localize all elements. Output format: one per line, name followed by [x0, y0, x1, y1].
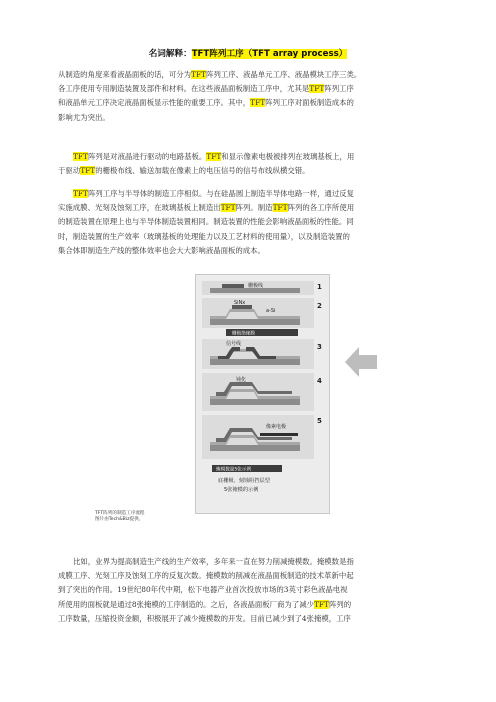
tft-highlight: TFT	[73, 189, 88, 198]
step-number: 3	[317, 343, 322, 351]
paragraph-3	[58, 187, 442, 258]
paragraph-line: TFT阵列是对液晶进行驱动的电路基板。TFT和显示像素电极被排列在玻璃基板上，用	[73, 152, 355, 161]
sinx-label: SiNx	[234, 300, 246, 306]
tft-highlight: TFT	[250, 98, 266, 108]
left-arrow-icon	[345, 347, 377, 377]
title-prefix: 名词解释：	[148, 49, 192, 59]
paragraph-line: 成膜工序、光刻工序及蚀刻工序的反复次数。掩模数的削减在液晶面板制造的技术革新中起	[58, 571, 354, 581]
paragraph-line: 工序数量，压缩投资金额，积极展开了减少掩模数的开发。目前已减少到了4张掩模，工序	[58, 613, 351, 623]
a-si-label: a-Si	[266, 308, 276, 314]
paragraph-line: 比如，业界为提高制造生产线的生产效率，多年来一直在努力削减掩模数。掩模数是指	[73, 557, 354, 566]
paragraph-line: 所使用的面板就是通过8张掩模的工序制造的。之后，各液晶面板厂商为了减少TFT阵列的	[58, 599, 352, 609]
pixel-electrode-label: 像素电极	[266, 424, 287, 430]
paragraph-line: 各工序使用专用制造装置及部件和材料。在这些液晶面板制造工序中，尤其是TFT阵列工序	[58, 84, 354, 94]
tft-highlight: TFT	[220, 203, 236, 213]
step-number: 4	[317, 377, 322, 385]
paragraph-line: 于驱动TFT的栅极布线、输送加载在像素上的电压信号的信号布线纵横交错。	[58, 166, 310, 176]
paragraph-line: 集合体即制造生产线的整体效率也会大大影响液晶面板的成本。	[58, 245, 265, 255]
paragraph-line: 和液晶单元工序决定液晶面板显示性能的重要工序。其中，TFT阵列工序对面板制造成本的	[58, 98, 354, 108]
passivation-label: 钝化	[236, 377, 247, 383]
paragraph-1	[58, 68, 442, 125]
paragraph-4	[58, 555, 442, 626]
glass-substrate	[210, 399, 300, 405]
tft-process-diagram	[196, 275, 329, 513]
paragraph-line: TFT阵列工序与半导体的制造工序相似。与在硅晶圆上制造半导体电路一样，通过反复	[73, 189, 355, 198]
pixel-electrode-layer	[260, 433, 298, 436]
caption-line-1: TFT阵列的制造工序流程	[95, 511, 145, 516]
bottom-box-label: 掩模数量5张示例	[216, 467, 252, 473]
paragraph-line: 的制造装置在原理上也与半导体制造装置相同。制造装置的性能会影响液晶面板的性能。同	[58, 217, 354, 227]
glass-substrate	[210, 445, 300, 451]
step-number: 2	[317, 302, 322, 310]
tft-highlight: TFT	[191, 70, 207, 79]
step-number: 1	[317, 283, 322, 291]
bottom-note-1: 底栅极、刻蚀阻挡层型	[218, 478, 270, 484]
bottom-note-2: 5张掩模的示例	[224, 487, 259, 493]
paragraph-line: 从制造的角度来看液晶面板的话，可分为TFT阵列工序、液晶单元工序、液晶模块工序三类。	[58, 70, 362, 79]
glass-substrate	[210, 359, 300, 365]
tft-highlight: TFT	[309, 84, 325, 94]
step-number: 5	[317, 417, 322, 425]
tft-highlight: TFT	[206, 152, 222, 161]
glass-substrate	[210, 319, 300, 325]
tft-highlight: TFT	[314, 599, 329, 609]
gate-insulator-label: 栅极绝缘膜	[232, 331, 255, 337]
title-main: TFT阵列工序	[191, 49, 244, 59]
gate-line-label: 栅极线	[248, 283, 264, 289]
tft-process-figure	[195, 274, 330, 514]
gate-metal	[222, 284, 244, 288]
paragraph-line: 到了突出的作用。19世纪80年代中期，松下电器产业首次投放市场的3英寸彩色液晶电视	[58, 585, 348, 595]
paragraph-line: 时，制造装置的生产效率（玻璃基板的处理能力以及工艺材料的使用量），以及制造装置的	[58, 231, 350, 241]
paragraph-line: 影响尤为突出。	[58, 112, 110, 122]
tft-highlight: TFT	[80, 166, 96, 176]
title-paren: （TFT array process）	[243, 49, 348, 59]
tft-highlight: TFT	[272, 203, 288, 213]
paragraph-line: 实施成膜、光刻及蚀刻工序，在玻璃基板上制造出TFT阵列。制造TFT阵列的各工序所使用	[58, 203, 355, 213]
figure-caption	[95, 511, 145, 523]
paragraph-2	[58, 150, 442, 178]
page-title	[0, 47, 496, 59]
tft-highlight: TFT	[73, 152, 88, 161]
signal-line-label: 信号线	[226, 341, 242, 347]
caption-line-2: 图片由Tech&Biz提供。	[95, 517, 144, 522]
